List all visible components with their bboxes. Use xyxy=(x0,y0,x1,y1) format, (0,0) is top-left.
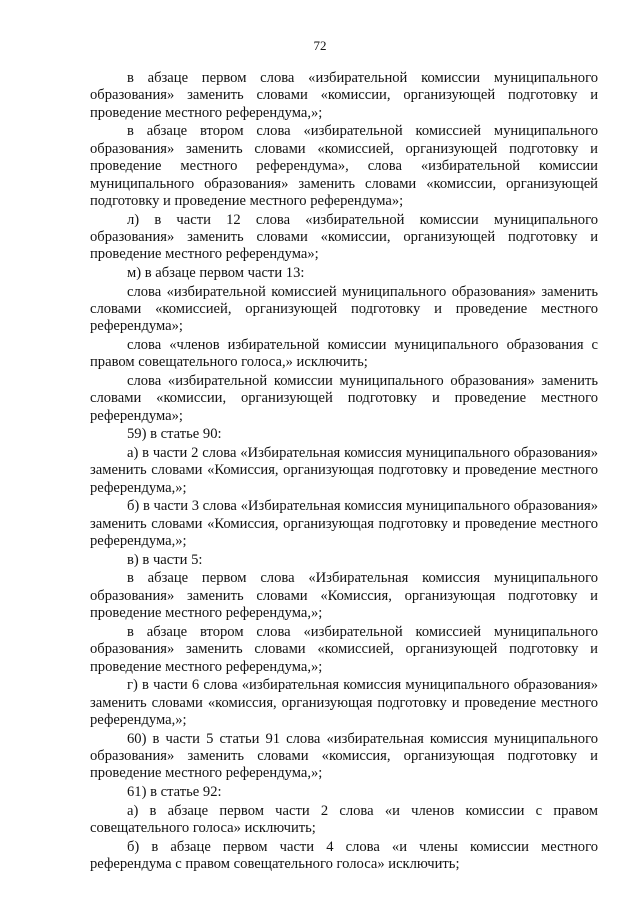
paragraph-5: слова «избирательной комиссией муниципального образования» заменить словами «комиссией, организующей подготовку и проведение местного референдума»; xyxy=(90,283,598,335)
paragraph-18: б) в абзаце первом части 4 слова «и члены комиссии местного референдума с правом совещательного голоса» исключить; xyxy=(90,838,598,873)
paragraph-2: в абзаце втором слова «избирательной комиссией муниципального образования» заменить словами «комиссией, организующей подготовку и проведение местного референдума», слова «избирательной комиссии муниципального образования» заменить словами «комиссии, организующей подготовку и проведение местного референдума»; xyxy=(90,123,598,210)
paragraph-11: в) в части 5: xyxy=(127,551,203,568)
page-number: 72 xyxy=(313,38,327,53)
paragraph-14: г) в части 6 слова «избирательная комиссия муниципального образования» заменить словами «комиссия, организующая подготовку и проведение местного референдума,»; xyxy=(90,677,598,729)
paragraph-1: в абзаце первом слова «избирательной комиссии муниципального образования» заменить словами «комиссии, организующей подготовку и проведение местного референдума,»; xyxy=(90,70,598,121)
paragraph-13: в абзаце втором слова «избирательной комиссией муниципального образования» заменить словами «комиссией, организующей подготовку и проведение местного референдума,»; xyxy=(90,623,598,675)
paragraph-7: слова «избирательной комиссии муниципального образования» заменить словами «комиссии, организующей подготовку и проведение местного референдума»; xyxy=(90,373,598,424)
paragraph-8: 59) в статье 90: xyxy=(127,426,222,443)
paragraph-6: слова «членов избирательной комиссии муниципального образования с правом совещательного голоса,» исключить; xyxy=(90,337,598,371)
paragraph-15: 60) в части 5 статьи 91 слова «избирательная комиссия муниципального образования» заменить словами «комиссия, организующая подготовку и проведение местного референдума,»; xyxy=(90,730,598,782)
paragraph-9: а) в части 2 слова «Избирательная комиссия муниципального образования» заменить словами «Комиссия, организующая подготовку и проведение местного референдума,»; xyxy=(90,445,598,496)
paragraph-3: л) в части 12 слова «избирательной комиссии муниципального образования» заменить словами «комиссии, организующей подготовку и проведение местного референдума»; xyxy=(90,211,598,263)
paragraph-16: 61) в статье 92: xyxy=(127,784,222,801)
paragraph-12: в абзаце первом слова «Избирательная комиссия муниципального образования» заменить словами «Комиссия, организующая подготовку и проведение местного референдума,»; xyxy=(90,570,598,622)
paragraph-4: м) в абзаце первом части 13: xyxy=(127,265,305,282)
paragraph-17: а) в абзаце первом части 2 слова «и членов комиссии с правом совещательного голоса» исключить; xyxy=(90,802,598,837)
document-body xyxy=(90,70,598,875)
paragraph-10: б) в части 3 слова «Избирательная комиссия муниципального образования» заменить словами «Комиссия, организующая подготовку и проведение местного референдума,»; xyxy=(90,498,598,550)
